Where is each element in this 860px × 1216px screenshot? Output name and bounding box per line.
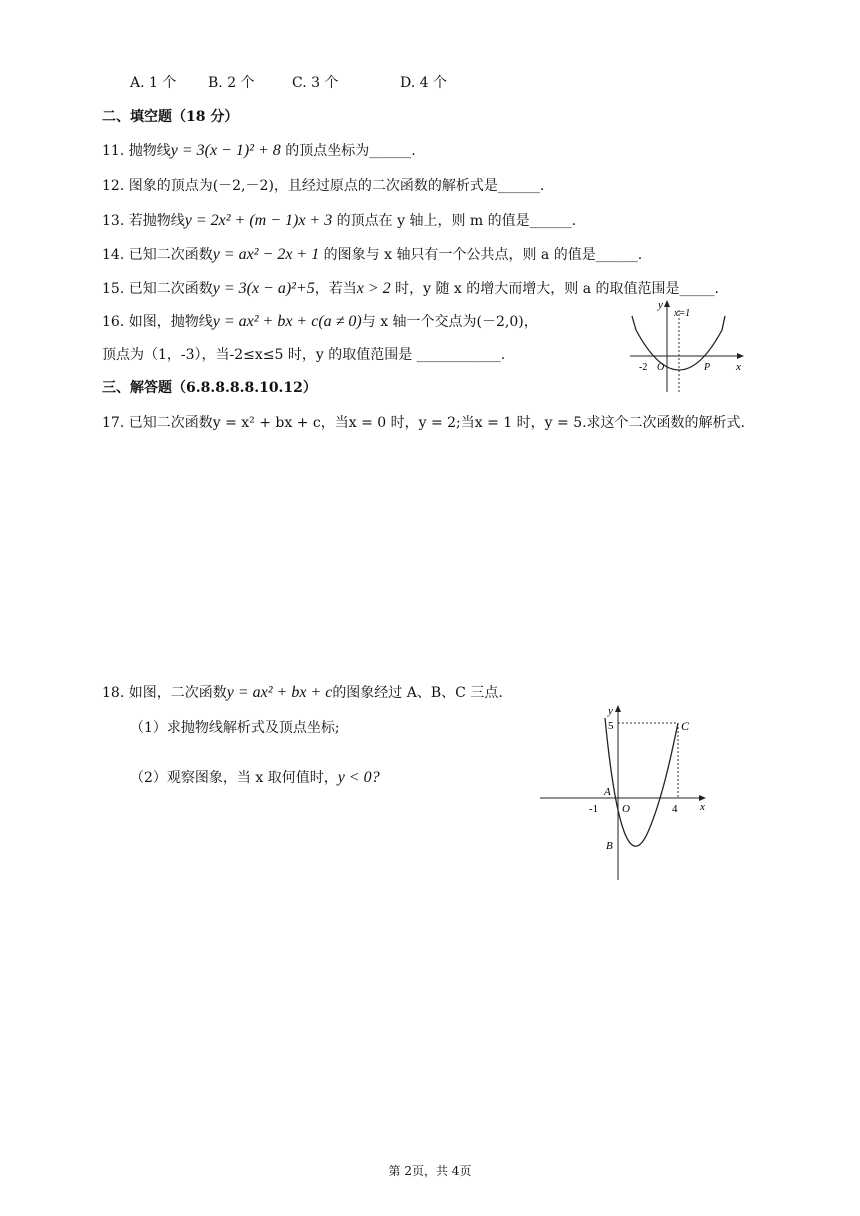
figure-q16-parabola [626,298,750,392]
figure-q18-parabola [538,702,716,880]
y-axis-arrow [664,300,670,307]
section-fill-in: 二、填空题（18 分） [102,109,239,125]
x-label: x [700,801,705,813]
option-a: A. 1 个 [130,75,177,91]
parabola-curve [605,718,678,846]
y-label: y [608,705,613,717]
question-text: 的图象经过 A、B、C 三点. [332,685,503,701]
option-b: B. 2 个 [208,75,255,91]
question-number: 18. [102,685,125,701]
question-text: 的顶点在 y 轴上，则 m 的值是______. [336,213,577,229]
question-11 [102,141,416,161]
point-a-label: A [604,786,611,798]
question-text: 已知二次函数y = x² + bx + c，当x = 0 时，y = 2;当x = 1 时，y = 5.求这个二次函数的解析式. [128,415,746,431]
option-d: D. 4 个 [400,75,447,91]
tick-neg2: -2 [639,362,648,373]
formula: x > 2 [356,280,391,297]
question-text: 已知二次函数 [128,247,213,263]
formula: y = ax² + bx + c(a ≠ 0) [212,313,362,330]
formula: y = ax² + bx + c [226,684,333,701]
question-number: 11. [102,143,125,159]
parabola-left-arm [632,316,636,330]
question-text: 若抛物线 [128,213,185,229]
question-12 [102,176,544,196]
question-text: ，若当 [314,281,357,297]
origin-label: O [622,803,630,815]
point-p-label: P [704,362,711,373]
tick-5: 5 [608,720,614,732]
y-label: y [658,299,663,311]
question-text: 与 x 轴一个交点为(－2,0)， [361,314,538,330]
question-15 [102,279,719,299]
question-text: 的图象与 x 轴只有一个公共点，则 a 的值是______. [323,247,643,263]
question-text: （2）观察图象，当 x 取何值时， [130,770,338,786]
x-axis-arrow [737,353,744,359]
section-solve: 三、解答题（6.8.8.8.8.10.12） [102,380,317,396]
question-18 [102,683,503,703]
question-14 [102,245,642,265]
parabola-curve [636,316,725,370]
formula: y < 0? [337,769,380,786]
tick-neg1: -1 [589,803,599,815]
tick-4: 4 [672,803,678,815]
symmetry-label: x=1 [674,308,691,319]
question-text: 抛物线 [128,143,171,159]
question-text: 时，y 随 x 的增大而增大，则 a 的取值范围是_____. [395,281,719,297]
page-footer: 第 2页，共 4页 [388,1164,472,1178]
question-13 [102,211,576,231]
formula: y = ax² − 2x + 1 [212,246,320,263]
option-c: C. 3 个 [292,75,339,91]
question-text: 的顶点坐标为______. [285,143,416,159]
formula: y = 3(x − 1)² + 8 [170,142,281,159]
y-axis-arrow [615,705,621,712]
origin-label: O [657,362,665,373]
question-text: 如图，二次函数 [128,685,227,701]
question-16 [102,312,538,332]
question-text: 已知二次函数 [128,281,213,297]
formula: y = 2x² + (m − 1)x + 3 [184,212,333,229]
point-b-label: B [606,840,613,852]
question-16-line2: 顶点为（1，-3），当-2≤x≤5 时，y 的取值范围是 ____________. [102,347,506,363]
question-number: 13. [102,213,125,229]
question-text: 如图，抛物线 [128,314,213,330]
question-number: 16. [102,314,125,330]
question-number: 14. [102,247,125,263]
question-18-part1: （1）求抛物线解析式及顶点坐标; [130,720,340,736]
question-17 [102,413,745,433]
question-number: 17. [102,415,125,431]
point-c-label: C [681,719,690,733]
question-18-part2 [130,767,380,787]
formula: y = 3(x − a)²+5 [212,280,315,297]
question-text: 图象的顶点为(－2,－2)，且经过原点的二次函数的解析式是______. [128,178,545,194]
x-label: x [736,361,741,373]
question-number: 15. [102,281,125,297]
question-number: 12. [102,178,125,194]
